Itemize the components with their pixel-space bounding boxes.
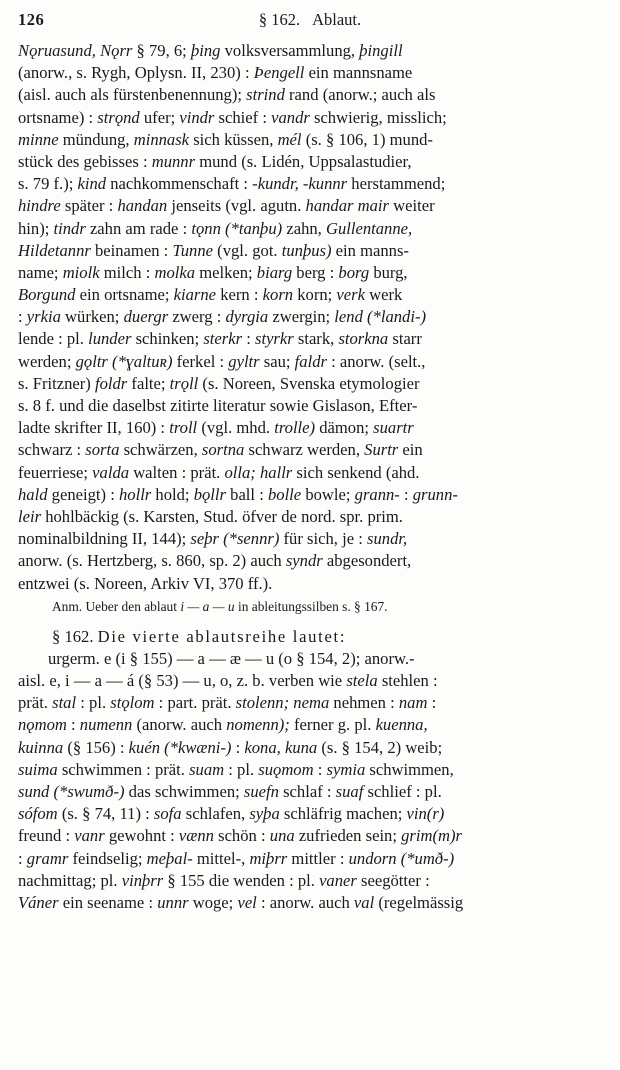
text-line: lende : pl. lunder schinken; sterkr : styrkr stark, storkna starr <box>18 329 422 349</box>
text-line: nominalbildning II, 144); seþr (*sennr) für sich, je : sundr, <box>18 529 408 549</box>
section-heading <box>18 626 602 648</box>
text-line: Váner ein seename : unnr woge; vel : anorw. auch val (regelmässig <box>18 892 464 912</box>
text-line: suima schwimmen : prät. suam : pl. suǫmom : symia schwimmen, <box>18 759 454 779</box>
page-number: 126 <box>18 10 45 29</box>
text-line: : yrkia würken; duergr zwerg : dyrgia zwergin; lend (*landi-) <box>18 307 427 327</box>
text-line: urgerm. e (i § 155) — a — æ — u (o § 154, 2); anorw.- <box>48 648 415 668</box>
text-line: aisl. e, i — a — á (§ 53) — u, o, z. b. verben wie stela stehlen : <box>18 671 438 691</box>
text-line: entzwei (s. Noreen, Arkiv VI, 370 ff.). <box>18 573 273 593</box>
text-line: s. 8 f. und die daselbst zitirte literatur sowie Gislason, Efter- <box>18 396 418 415</box>
text-line: anorw. (s. Hertzberg, s. 860, sp. 2) auch syndr abgesondert, <box>18 551 412 571</box>
text-line: : gramr feindselig; meþal- mittel-, miþrr mittler : undorn (*umð-) <box>18 848 455 868</box>
text-line: ortsname) : strǫnd ufer; vindr schief : vandr schwierig, misslich; <box>18 107 447 127</box>
text-line: sófom (s. § 74, 11) : sofa schlafen, syþa schläfrig machen; vin(r) <box>18 804 445 824</box>
text-line: nǫmom : numenn (anorw. auch nomenn); ferner g. pl. kuenna, <box>18 715 428 735</box>
text-line: stück des gebisses : munnr mund (s. Lidén, Uppsalastudier, <box>18 151 412 171</box>
text-line: name; miolk milch : molka melken; biarg berg : borg burg, <box>18 262 408 282</box>
text-line: Borgund ein ortsname; kiarne kern : korn korn; verk werk <box>18 285 403 305</box>
running-head-word: Ablaut. <box>312 10 362 29</box>
text-line: s. 79 f.); kind nachkommenschaft : -kundr, -kunnr herstammend; <box>18 174 446 194</box>
running-head <box>18 10 602 32</box>
text-line: minne mündung, minnask sich küssen, mél (s. § 106, 1) mund- <box>18 129 433 149</box>
text-line: sund (*swumð-) das schwimmen; suefn schlaf : suaf schlief : pl. <box>18 782 442 802</box>
text-line: nachmittag; pl. vinþrr § 155 die wenden : pl. vaner seegötter : <box>18 870 430 890</box>
running-head-center <box>18 10 602 30</box>
text-line: (aisl. auch als fürstenbenennung); strind rand (anorw.; auch als <box>18 85 436 105</box>
text-line: hindre später : handan jenseits (vgl. agutn. handar mair weiter <box>18 196 435 216</box>
annotation-text: Ueber den ablaut i — a — u in ableitungssilben s. § 167. <box>85 598 388 614</box>
text-line: freund : vanr gewohnt : vænn schön : una zufrieden sein; grim(m)r <box>18 826 462 846</box>
text-line: kuinna (§ 156) : kuén (*kwæni-) : kona, kuna (s. § 154, 2) weib; <box>18 737 443 757</box>
text-line: feuerriese; valda walten : prät. olla; hallr sich senkend (ahd. <box>18 462 420 482</box>
text-line: prät. stal : pl. stǫlom : part. prät. stolenn; nema nehmen : nam : <box>18 693 437 713</box>
text-line: (anorw., s. Rygh, Oplysn. II, 230) : Þengell ein mannsname <box>18 63 413 83</box>
section-paragraph <box>18 648 602 914</box>
text-line: ladte skrifter II, 160) : troll (vgl. mhd. trolle) dämon; suartr <box>18 418 414 438</box>
running-head-section: § 162. <box>258 10 301 29</box>
section-title: Die vierte ablautsreihe lautet: <box>97 626 347 646</box>
text-line: werden; gǫltr (*ɣaltuʀ) ferkel : gyltr sau; faldr : anorw. (selt., <box>18 351 426 371</box>
annotation-label: Anm. <box>52 598 83 614</box>
annotation-note <box>18 597 602 616</box>
section-number: § 162. <box>52 626 94 646</box>
text-line: s. Fritzner) foldr falte; trǫll (s. Noreen, Svenska etymologier <box>18 373 420 393</box>
text-line: Nǫruasund, Nǫrr § 79, 6; þing volksversammlung, þingill <box>18 41 403 60</box>
text-line: hald geneigt) : hollr hold; bǫllr ball : bolle bowle; grann- : grunn- <box>18 484 458 504</box>
main-paragraph <box>18 40 602 595</box>
text-line: schwarz : sorta schwärzen, sortna schwarz werden, Surtr ein <box>18 440 423 460</box>
text-line: Hildetannr beinamen : Tunne (vgl. got. tunþus) ein manns- <box>18 240 409 260</box>
text-line: leir hohlbäckig (s. Karsten, Stud. öfver de nord. spr. prim. <box>18 506 403 526</box>
text-line: hin); tindr zahn am rade : tǫnn (*tanþu) zahn, Gullentanne, <box>18 218 413 238</box>
